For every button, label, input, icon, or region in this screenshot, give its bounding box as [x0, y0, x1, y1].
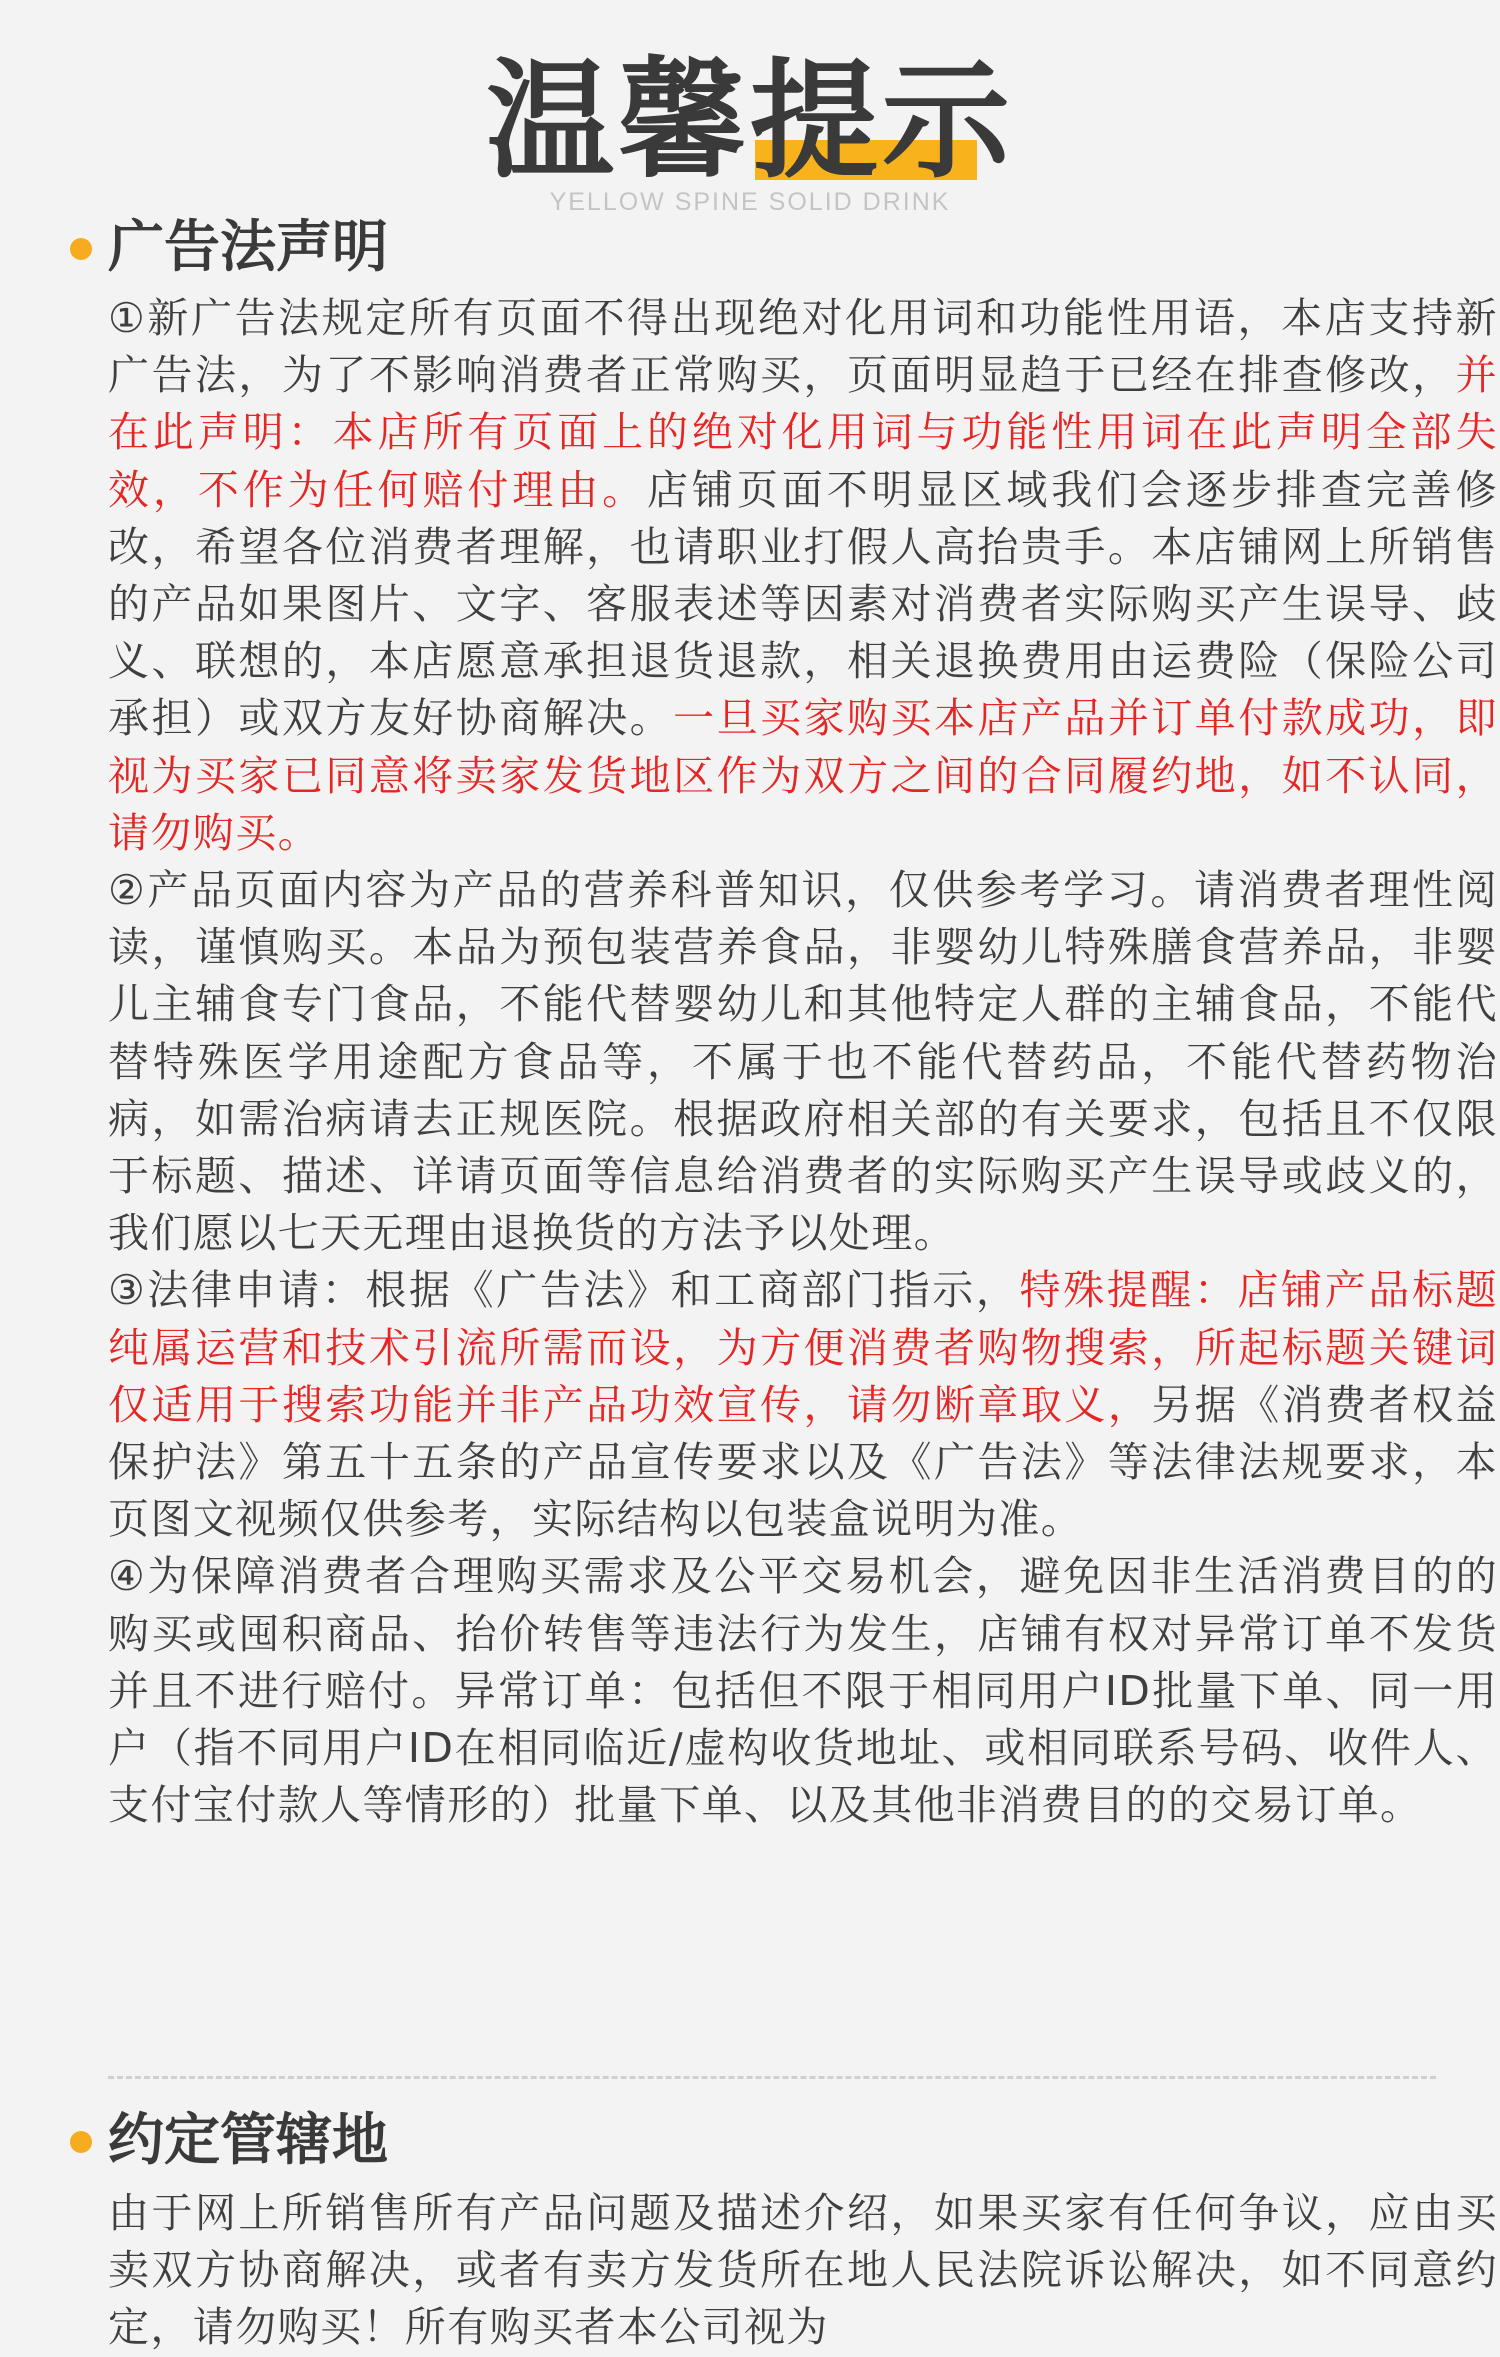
body-text: ④为保障消费者合理购买需求及公平交易机会，避免因非生活消费目的的购买或囤积商品、抬价转售等违法行为发生，店铺有权对异常订单不发货并且不进行赔付。异常订单：包括但不限于相同用户ID批量下单、同一用户（指不同用户ID在相同临近/虚构收货地址、或相同联系号码、收件人、支付宝付款人等情形的）批量下单、以及其他非消费目的的交易订单。	[108, 1552, 1498, 1830]
section-jurisdiction	[70, 2103, 1498, 2357]
page-header	[0, 47, 1500, 216]
section-title: 约定管辖地	[108, 2108, 388, 2173]
page-title: 温馨提示	[485, 47, 1014, 196]
paragraph	[108, 862, 1498, 1262]
section-header	[70, 210, 1430, 290]
title-wrap	[0, 47, 1500, 196]
highlight-text: 并在此声明：本店所有页面上的绝对化用词与功能性用词在此声明全部失效，不作为任何赔付理由。	[108, 351, 1498, 514]
highlight-text: 特殊提醒：店铺产品标题纯属运营和技术引流所需而设，为方便消费者购物搜索，所起标题关键词仅适用于搜索功能并非产品功效宣传，请勿断章取义，	[108, 1266, 1498, 1429]
paragraph	[108, 1548, 1498, 1834]
bullet-dot-icon	[70, 2131, 92, 2153]
body-text: 另据《消费者权益保护法》第五十五条的产品宣传要求以及《广告法》等法律法规要求，本页图文视频仅供参考，实际结构以包装盒说明为准。	[108, 1380, 1498, 1544]
page-subtitle: YELLOW SPINE SOLID DRINK	[549, 188, 951, 216]
section-body	[108, 2185, 1498, 2357]
body-text: ①新广告法规定所有页面不得出现绝对化用词和功能性用语，本店支持新广告法，为了不影响消费者正常购买，页面明显趋于已经在排查修改，	[108, 294, 1498, 400]
section-divider	[108, 2076, 1436, 2079]
highlight-text: 一旦买家购买本店产品并订单付款成功，即视为买家已同意将卖家发货地区作为双方之间的合同履约地，如不认同，请勿购买。	[108, 694, 1498, 857]
section-title: 广告法声明	[108, 215, 388, 280]
section-ad-law	[70, 210, 1498, 1834]
body-text: ③法律申请：根据《广告法》和工商部门指示，	[108, 1266, 1020, 1315]
body-text: ②产品页面内容为产品的营养科普知识，仅供参考学习。请消费者理性阅读，谨慎购买。本品为预包装营养食品，非婴幼儿特殊膳食营养品，非婴儿主辅食专门食品，不能代替婴幼儿和其他特定人群的主辅食品，不能代替特殊医学用途配方食品等，不属于也不能代替药品，不能代替药物治病，如需治病请去正规医院。根据政府相关部的有关要求，包括且不仅限于标题、描述、详请页面等信息给消费者的实际购买产生误导或歧义的，我们愿以七天无理由退换货的方法予以处理。	[108, 866, 1498, 1258]
paragraph: 由于网上所销售所有产品问题及描述介绍，如果买家有任何争议，应由买卖双方协商解决，或者有卖方发货所在地人民法院诉讼解决，如不同意约定，请勿购买！所有购买者本公司视为	[108, 2189, 1498, 2352]
paragraph	[108, 290, 1498, 862]
section-header	[70, 2103, 1430, 2183]
body-text: 店铺页面不明显区域我们会逐步排查完善修改，希望各位消费者理解，也请职业打假人高抬贵手。本店铺网上所销售的产品如果图片、文字、客服表述等因素对消费者实际购买产生误导、歧义、联想的，本店愿意承担退货退款，相关退换费用由运费险（保险公司承担）或双方友好协商解决。	[108, 465, 1498, 743]
bullet-dot-icon	[70, 238, 92, 260]
paragraph	[108, 1262, 1498, 1548]
section-body	[108, 290, 1498, 1834]
